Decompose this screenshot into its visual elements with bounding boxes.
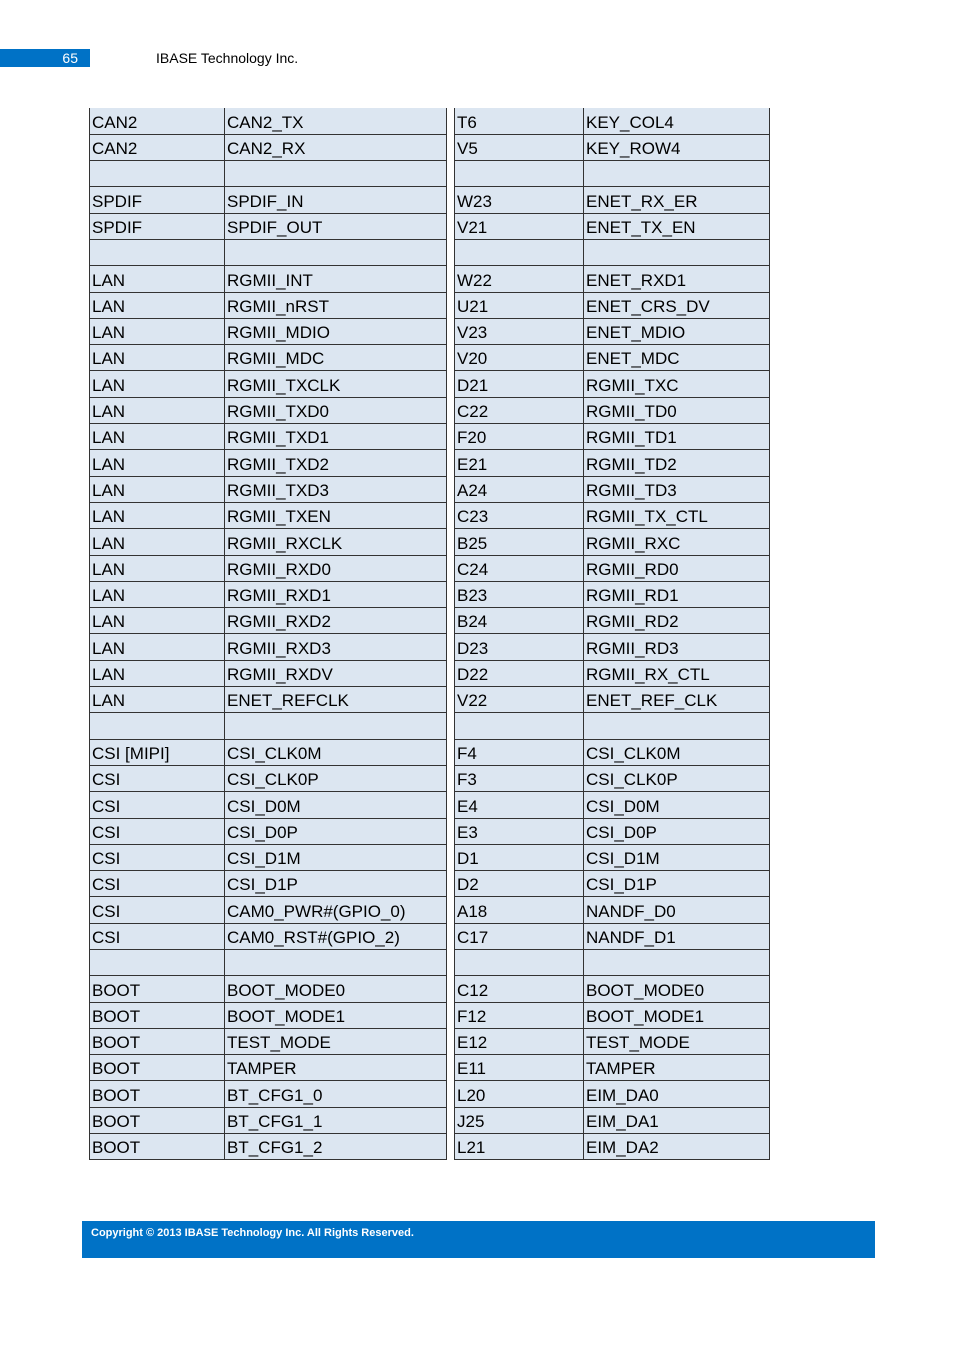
table-row bbox=[455, 950, 770, 976]
table-cell: LAN bbox=[90, 397, 225, 423]
table-cell: LAN bbox=[90, 345, 225, 371]
table-row bbox=[90, 923, 447, 949]
table-row bbox=[455, 1028, 770, 1054]
table-cell: BOOT bbox=[90, 976, 225, 1002]
table-cell: L21 bbox=[455, 1134, 584, 1160]
table-cell bbox=[584, 161, 770, 187]
table-row bbox=[90, 713, 447, 739]
table-cell: CAN2 bbox=[90, 108, 225, 134]
table-cell: RGMII_TXD0 bbox=[225, 397, 447, 423]
table-row bbox=[455, 660, 770, 686]
table-cell: LAN bbox=[90, 529, 225, 555]
table-row bbox=[90, 108, 447, 134]
table-row bbox=[455, 476, 770, 502]
copyright-footer: Copyright © 2013 IBASE Technology Inc. All Rights Reserved. bbox=[82, 1221, 875, 1258]
table-row bbox=[455, 134, 770, 160]
table-cell bbox=[455, 713, 584, 739]
table-row bbox=[90, 397, 447, 423]
table-cell: CSI_D0M bbox=[584, 792, 770, 818]
table-cell: LAN bbox=[90, 292, 225, 318]
table-cell: CSI_CLK0M bbox=[225, 739, 447, 765]
table-cell: CSI_D0P bbox=[584, 818, 770, 844]
table-cell: CSI [MIPI] bbox=[90, 739, 225, 765]
table-cell: KEY_ROW4 bbox=[584, 134, 770, 160]
table-cell bbox=[225, 239, 447, 265]
table-cell: ENET_RX_ER bbox=[584, 187, 770, 213]
table-cell: RGMII_nRST bbox=[225, 292, 447, 318]
table-row bbox=[90, 792, 447, 818]
table-cell: RGMII_TD1 bbox=[584, 424, 770, 450]
table-row bbox=[455, 161, 770, 187]
table-row bbox=[455, 713, 770, 739]
table-row bbox=[455, 266, 770, 292]
table-cell: D1 bbox=[455, 844, 584, 870]
table-cell: ENET_REF_CLK bbox=[584, 687, 770, 713]
table-cell: CSI_D0P bbox=[225, 818, 447, 844]
table-cell: W22 bbox=[455, 266, 584, 292]
table-cell bbox=[90, 950, 225, 976]
table-row bbox=[455, 739, 770, 765]
table-row bbox=[90, 292, 447, 318]
table-cell: CSI bbox=[90, 923, 225, 949]
table-cell: EIM_DA1 bbox=[584, 1107, 770, 1133]
table-cell: CSI bbox=[90, 844, 225, 870]
table-row bbox=[90, 1028, 447, 1054]
table-cell: V20 bbox=[455, 345, 584, 371]
table-cell: V22 bbox=[455, 687, 584, 713]
table-cell: BOOT_MODE0 bbox=[584, 976, 770, 1002]
table-cell: RGMII_TD3 bbox=[584, 476, 770, 502]
table-cell: RGMII_RD1 bbox=[584, 581, 770, 607]
table-row bbox=[90, 134, 447, 160]
table-row bbox=[90, 502, 447, 528]
table-cell: CSI_D0M bbox=[225, 792, 447, 818]
table-cell bbox=[90, 239, 225, 265]
table-cell: CSI_CLK0P bbox=[225, 765, 447, 791]
table-row bbox=[90, 844, 447, 870]
table-row bbox=[90, 424, 447, 450]
table-cell: BOOT bbox=[90, 1107, 225, 1133]
table-row bbox=[455, 345, 770, 371]
table-cell: RGMII_TXD1 bbox=[225, 424, 447, 450]
table-cell: C12 bbox=[455, 976, 584, 1002]
table-cell: J25 bbox=[455, 1107, 584, 1133]
table-cell: RGMII_RXD1 bbox=[225, 581, 447, 607]
table-row bbox=[455, 581, 770, 607]
table-row bbox=[90, 871, 447, 897]
table-cell: ENET_REFCLK bbox=[225, 687, 447, 713]
table-row bbox=[455, 397, 770, 423]
table-row bbox=[455, 1107, 770, 1133]
table-cell bbox=[455, 239, 584, 265]
table-cell: BT_CFG1_0 bbox=[225, 1081, 447, 1107]
table-row bbox=[455, 792, 770, 818]
table-cell: C23 bbox=[455, 502, 584, 528]
table-cell: A18 bbox=[455, 897, 584, 923]
table-cell: RGMII_RD0 bbox=[584, 555, 770, 581]
table-cell bbox=[90, 713, 225, 739]
table-row bbox=[455, 1134, 770, 1160]
table-row bbox=[455, 608, 770, 634]
table-row bbox=[455, 687, 770, 713]
table-cell bbox=[225, 950, 447, 976]
table-cell: RGMII_RXCLK bbox=[225, 529, 447, 555]
table-cell: CSI_D1M bbox=[584, 844, 770, 870]
table-row bbox=[455, 765, 770, 791]
table-cell: RGMII_INT bbox=[225, 266, 447, 292]
table-cell: B25 bbox=[455, 529, 584, 555]
table-row bbox=[90, 818, 447, 844]
table-cell: LAN bbox=[90, 555, 225, 581]
table-cell: RGMII_MDC bbox=[225, 345, 447, 371]
table-cell: ENET_MDC bbox=[584, 345, 770, 371]
table-cell: CAN2_TX bbox=[225, 108, 447, 134]
table-cell bbox=[455, 161, 584, 187]
right-pin-table bbox=[454, 108, 770, 1160]
table-cell: E12 bbox=[455, 1028, 584, 1054]
table-row bbox=[455, 239, 770, 265]
table-cell: SPDIF bbox=[90, 213, 225, 239]
table-row bbox=[90, 739, 447, 765]
table-cell: LAN bbox=[90, 424, 225, 450]
table-row bbox=[455, 371, 770, 397]
table-cell: RGMII_RXD3 bbox=[225, 634, 447, 660]
table-row bbox=[90, 450, 447, 476]
table-cell: ENET_TX_EN bbox=[584, 213, 770, 239]
table-row bbox=[90, 161, 447, 187]
table-cell: LAN bbox=[90, 266, 225, 292]
table-cell: D21 bbox=[455, 371, 584, 397]
table-cell bbox=[584, 950, 770, 976]
table-cell bbox=[584, 239, 770, 265]
table-cell: C17 bbox=[455, 923, 584, 949]
table-row bbox=[90, 345, 447, 371]
table-row bbox=[90, 529, 447, 555]
table-cell: F3 bbox=[455, 765, 584, 791]
table-row bbox=[90, 765, 447, 791]
table-cell: F4 bbox=[455, 739, 584, 765]
table-cell: LAN bbox=[90, 634, 225, 660]
table-cell: LAN bbox=[90, 318, 225, 344]
table-cell: F12 bbox=[455, 1002, 584, 1028]
table-cell: BOOT bbox=[90, 1055, 225, 1081]
table-row bbox=[455, 529, 770, 555]
table-cell: T6 bbox=[455, 108, 584, 134]
table-cell: CSI bbox=[90, 897, 225, 923]
table-cell: RGMII_RX_CTL bbox=[584, 660, 770, 686]
table-cell: C24 bbox=[455, 555, 584, 581]
table-cell: E3 bbox=[455, 818, 584, 844]
table-cell: V5 bbox=[455, 134, 584, 160]
table-cell: A24 bbox=[455, 476, 584, 502]
table-cell: D2 bbox=[455, 871, 584, 897]
table-cell: CAN2_RX bbox=[225, 134, 447, 160]
table-cell: ENET_MDIO bbox=[584, 318, 770, 344]
table-cell: B24 bbox=[455, 608, 584, 634]
table-cell: F20 bbox=[455, 424, 584, 450]
table-cell: V21 bbox=[455, 213, 584, 239]
table-cell bbox=[90, 161, 225, 187]
company-name: IBASE Technology Inc. bbox=[156, 50, 299, 66]
table-row bbox=[455, 108, 770, 134]
table-cell: E21 bbox=[455, 450, 584, 476]
table-cell bbox=[225, 713, 447, 739]
table-cell: LAN bbox=[90, 371, 225, 397]
table-cell bbox=[225, 161, 447, 187]
table-cell: TAMPER bbox=[225, 1055, 447, 1081]
table-cell: RGMII_TX_CTL bbox=[584, 502, 770, 528]
table-row bbox=[455, 818, 770, 844]
table-row bbox=[455, 923, 770, 949]
table-cell: RGMII_TXEN bbox=[225, 502, 447, 528]
table-cell: BOOT bbox=[90, 1028, 225, 1054]
table-cell: E11 bbox=[455, 1055, 584, 1081]
table-cell: BOOT_MODE1 bbox=[584, 1002, 770, 1028]
table-cell: RGMII_TXD2 bbox=[225, 450, 447, 476]
table-row bbox=[455, 1055, 770, 1081]
table-cell: NANDF_D1 bbox=[584, 923, 770, 949]
table-cell: V23 bbox=[455, 318, 584, 344]
table-row bbox=[90, 1107, 447, 1133]
table-cell: RGMII_RD2 bbox=[584, 608, 770, 634]
table-cell: CSI_D1P bbox=[225, 871, 447, 897]
table-cell: RGMII_RXC bbox=[584, 529, 770, 555]
table-cell: SPDIF bbox=[90, 187, 225, 213]
table-row bbox=[90, 950, 447, 976]
table-row bbox=[455, 502, 770, 528]
table-cell: CSI_CLK0P bbox=[584, 765, 770, 791]
table-row bbox=[455, 318, 770, 344]
table-row bbox=[455, 871, 770, 897]
table-cell: CSI_D1P bbox=[584, 871, 770, 897]
table-cell: BT_CFG1_2 bbox=[225, 1134, 447, 1160]
table-cell: LAN bbox=[90, 608, 225, 634]
table-cell bbox=[584, 713, 770, 739]
table-row bbox=[90, 187, 447, 213]
table-cell: TEST_MODE bbox=[225, 1028, 447, 1054]
table-cell: BOOT bbox=[90, 1134, 225, 1160]
table-row bbox=[90, 608, 447, 634]
table-cell: SPDIF_IN bbox=[225, 187, 447, 213]
table-cell: U21 bbox=[455, 292, 584, 318]
table-cell: BOOT_MODE0 bbox=[225, 976, 447, 1002]
table-cell: RGMII_TXCLK bbox=[225, 371, 447, 397]
table-row bbox=[455, 213, 770, 239]
table-cell: CSI_CLK0M bbox=[584, 739, 770, 765]
table-row bbox=[90, 976, 447, 1002]
table-cell: CSI bbox=[90, 792, 225, 818]
table-row bbox=[90, 1134, 447, 1160]
table-row bbox=[455, 1002, 770, 1028]
table-cell: KEY_COL4 bbox=[584, 108, 770, 134]
table-cell: L20 bbox=[455, 1081, 584, 1107]
table-cell: LAN bbox=[90, 502, 225, 528]
table-cell: CSI bbox=[90, 818, 225, 844]
table-row bbox=[455, 187, 770, 213]
table-row bbox=[455, 1081, 770, 1107]
table-cell: RGMII_RXD0 bbox=[225, 555, 447, 581]
table-cell: D23 bbox=[455, 634, 584, 660]
table-cell: BT_CFG1_1 bbox=[225, 1107, 447, 1133]
table-cell: CSI bbox=[90, 871, 225, 897]
table-row bbox=[90, 1055, 447, 1081]
table-cell: CAM0_PWR#(GPIO_0) bbox=[225, 897, 447, 923]
table-row bbox=[455, 450, 770, 476]
table-cell: CAN2 bbox=[90, 134, 225, 160]
table-row bbox=[90, 371, 447, 397]
table-row bbox=[90, 318, 447, 344]
table-cell: CSI_D1M bbox=[225, 844, 447, 870]
table-row bbox=[455, 976, 770, 1002]
table-cell: TAMPER bbox=[584, 1055, 770, 1081]
table-row bbox=[90, 266, 447, 292]
table-row bbox=[455, 634, 770, 660]
left-pin-table bbox=[89, 108, 447, 1160]
table-row bbox=[90, 634, 447, 660]
table-cell: B23 bbox=[455, 581, 584, 607]
table-cell bbox=[455, 950, 584, 976]
table-cell: RGMII_TXC bbox=[584, 371, 770, 397]
table-row bbox=[90, 213, 447, 239]
table-cell: BOOT bbox=[90, 1081, 225, 1107]
table-cell: ENET_RXD1 bbox=[584, 266, 770, 292]
table-cell: LAN bbox=[90, 450, 225, 476]
table-row bbox=[90, 555, 447, 581]
table-row bbox=[90, 476, 447, 502]
table-cell: LAN bbox=[90, 687, 225, 713]
table-cell: BOOT_MODE1 bbox=[225, 1002, 447, 1028]
table-cell: EIM_DA2 bbox=[584, 1134, 770, 1160]
table-row bbox=[90, 660, 447, 686]
table-row bbox=[90, 687, 447, 713]
table-cell: RGMII_TD0 bbox=[584, 397, 770, 423]
table-cell: RGMII_RD3 bbox=[584, 634, 770, 660]
table-row bbox=[455, 424, 770, 450]
page-number: 65 bbox=[0, 49, 90, 67]
table-cell: NANDF_D0 bbox=[584, 897, 770, 923]
table-cell: C22 bbox=[455, 397, 584, 423]
table-cell: LAN bbox=[90, 476, 225, 502]
table-cell: LAN bbox=[90, 581, 225, 607]
table-cell: BOOT bbox=[90, 1002, 225, 1028]
table-row bbox=[455, 555, 770, 581]
table-cell: E4 bbox=[455, 792, 584, 818]
table-cell: W23 bbox=[455, 187, 584, 213]
left-table-body bbox=[90, 108, 447, 1160]
table-row bbox=[455, 844, 770, 870]
table-cell: TEST_MODE bbox=[584, 1028, 770, 1054]
table-cell: RGMII_RXD2 bbox=[225, 608, 447, 634]
table-row bbox=[455, 897, 770, 923]
right-table-body bbox=[455, 108, 770, 1160]
table-row bbox=[90, 239, 447, 265]
table-row bbox=[90, 581, 447, 607]
table-cell: CAM0_RST#(GPIO_2) bbox=[225, 923, 447, 949]
table-cell: RGMII_TXD3 bbox=[225, 476, 447, 502]
table-cell: RGMII_TD2 bbox=[584, 450, 770, 476]
table-cell: EIM_DA0 bbox=[584, 1081, 770, 1107]
table-cell: CSI bbox=[90, 765, 225, 791]
table-row bbox=[90, 1002, 447, 1028]
table-cell: RGMII_RXDV bbox=[225, 660, 447, 686]
table-row bbox=[455, 292, 770, 318]
table-cell: RGMII_MDIO bbox=[225, 318, 447, 344]
table-cell: ENET_CRS_DV bbox=[584, 292, 770, 318]
table-cell: D22 bbox=[455, 660, 584, 686]
table-row bbox=[90, 1081, 447, 1107]
table-cell: SPDIF_OUT bbox=[225, 213, 447, 239]
table-row bbox=[90, 897, 447, 923]
table-cell: LAN bbox=[90, 660, 225, 686]
